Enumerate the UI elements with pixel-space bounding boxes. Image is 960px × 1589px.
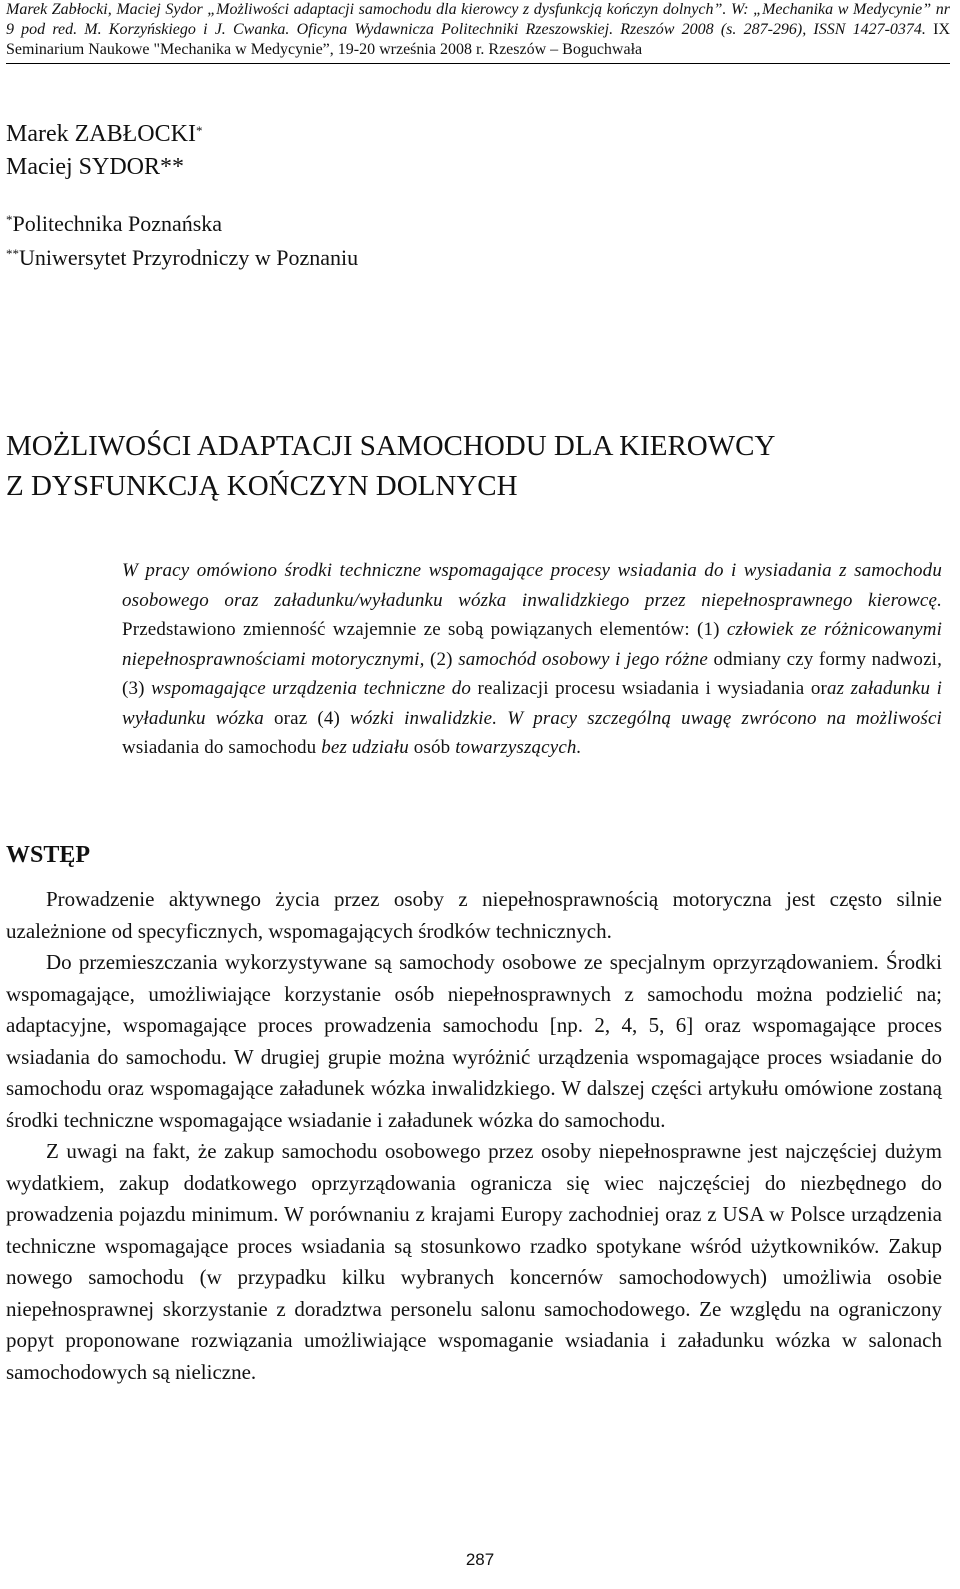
affiliation-list — [6, 207, 358, 275]
paragraph-3: Z uwagi na fakt, że zakup samochodu osobowego przez osoby niepełnosprawne jest najczęściej dużym wydatkiem, zakup dodatkowego oprzyrządowania ogranicza się wiec najczęściej do niezbędnego do prowadzenia pojazdu minimum. W porównaniu z krajami Europy zachodniej oraz z USA w Polsce urządzenia techniczne wspomagające proces wsiadania są stosunkowo rzadko spotykane wśród użytkowników. Zakup nowego samochodu (w przypadku kilku wybranych koncernów samochodowych) umożliwia osobie niepełnosprawnej skorzystanie z doradztwa personelu salonu samochodowego. Ze względu na ograniczony popyt proponowane rozwiązania umożliwiające wspomaganie wsiadania i załadunku wózka w salonach samochodowych są nieliczne. — [6, 1139, 942, 1384]
page-number: 287 — [465, 1550, 495, 1569]
affiliation-2: **Uniwersytet Przyrodniczy w Poznaniu — [6, 245, 359, 270]
title-line-1: MOŻLIWOŚCI ADAPTACJI SAMOCHODU DLA KIEROWCY — [6, 430, 776, 462]
title-line-2: Z DYSFUNKCJĄ KOŃCZYN DOLNYCH — [6, 470, 518, 502]
seminar-info: IX Seminarium Naukowe "Mechanika w Medycynie”, 19-20 września 2008 r. Rzeszów – Boguchwała — [6, 21, 951, 58]
affiliation-1: *Politechnika Poznańska — [6, 211, 223, 236]
section-heading: WSTĘP — [6, 842, 91, 868]
paragraph-2: Do przemieszczania wykorzystywane są samochody osobowe ze specjalnym oprzyrządowaniem. Środki wspomagające, umożliwiające korzystanie osób niepełnosprawnych z samochodu można podzielić na; adaptacyjne, wspomagające proces prowadzenia samochodu [np. 2, 4, 5, 6] oraz wspomagające proces wsiadania do samochodu. W drugiej grupie można wyróżnić urządzenia wspomagające proces wsiadanie do samochodu oraz wspomagające załadunek wózka inwalidzkiego. W dalszej części artykułu omówione zostaną środki techniczne wspomagające wsiadanie i załadunek wózka do samochodu. — [6, 950, 942, 1132]
body-text — [6, 884, 942, 1388]
author-list — [6, 118, 202, 184]
citation-text: Marek Zabłocki, Maciej Sydor „Możliwości adaptacji samochodu dla kierowcy z dysfunkcją kończyn dolnych”. W: „Mechanika w Medycynie” nr 9 pod red. M. Korzyńskiego i J. Cwanka. Oficyna Wydawnicza Politechniki Rzeszowskiej. Rzeszów 2008 (s. 287-296), ISSN 1427-0374. — [6, 1, 950, 38]
abstract: W pracy omówiono środki techniczne wspomagające procesy wsiadania do i wysiadania z samochodu osobowego oraz załadunku/wyładunku wózka inwalidzkiego przez niepełnosprawnego kierowcę. Przedstawiono zmienność wzajemnie ze sobą powiązanych elementów: (1) człowiek ze różnicowanymi niepełnosprawnościami motorycznymi, (2) samochód osobowy i jego różne odmiany czy formy nadwozi, (3) wspomagające urządzenia techniczne do realizacji procesu wsiadania i wysiadania oraz załadunku i wyładunku wózka oraz (4) wózki inwalidzkie. W pracy szczególną uwagę zwrócono na możliwości wsiadania do samochodu bez udziału osób towarzyszących. — [122, 560, 943, 758]
paragraph-1: Prowadzenie aktywnego życia przez osoby z niepełnosprawnością motoryczna jest często silnie uzależnione od specyficznych, wspomagających środków technicznych. — [6, 887, 942, 943]
paper-title — [6, 426, 775, 506]
citation-header — [6, 0, 950, 64]
author-1: Marek ZABŁOCKI* — [6, 121, 203, 147]
author-2: Maciej SYDOR** — [6, 154, 184, 180]
